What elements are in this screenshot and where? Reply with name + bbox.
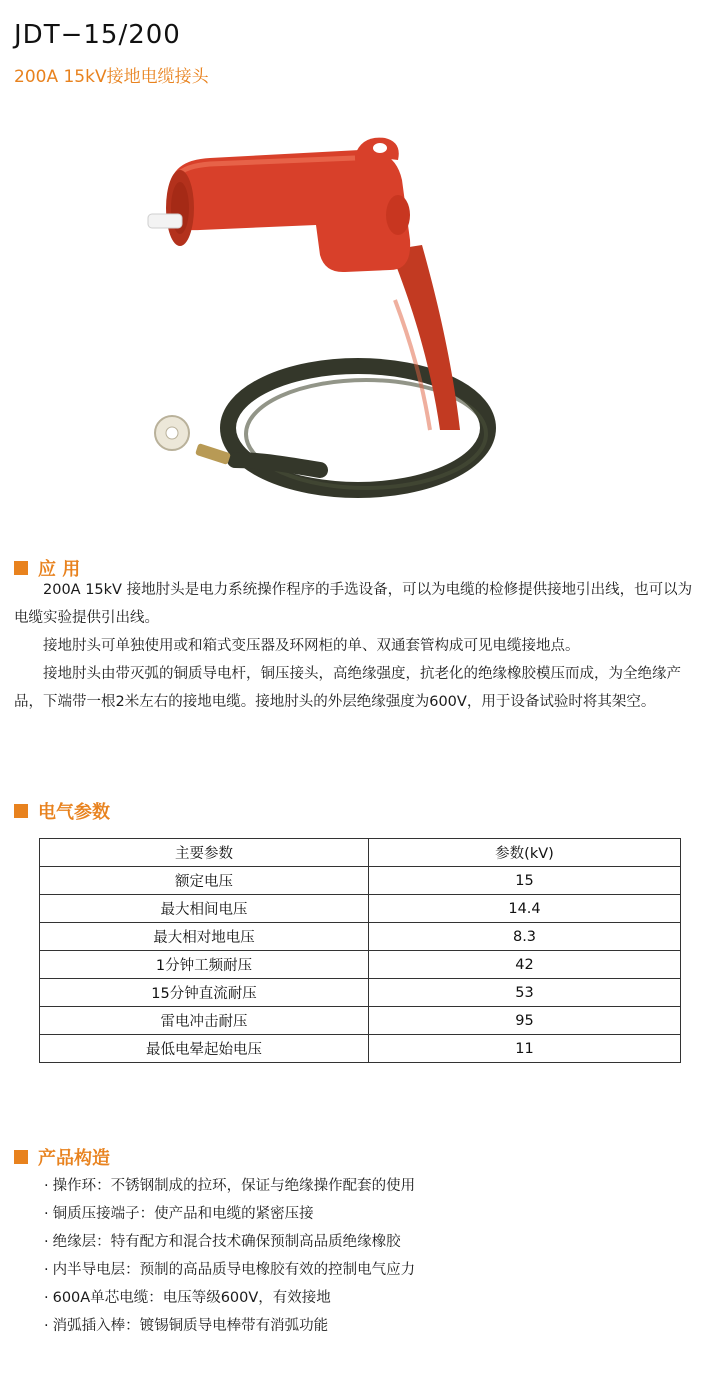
parameter-name: 1分钟工频耐压 [40, 951, 369, 979]
table-header-row [40, 839, 681, 867]
parameter-value: 95 [369, 1007, 681, 1035]
list-item [44, 1284, 415, 1312]
square-bullet-icon [14, 1150, 28, 1164]
list-item [44, 1172, 415, 1200]
table-row [40, 895, 681, 923]
product-photo [140, 130, 520, 530]
section-title-electrical [14, 798, 110, 824]
table-row [40, 951, 681, 979]
column-header: 主要参数 [40, 839, 369, 867]
section-title-construction [14, 1144, 110, 1170]
bullet-dot-icon: · [44, 1206, 49, 1222]
table-row [40, 1035, 681, 1063]
list-item-text: 600A单芯电缆：电压等级600V，有效接地 [52, 1290, 331, 1306]
list-item-text: 绝缘层：特有配方和混合技术确保预制高品质绝缘橡胶 [52, 1234, 401, 1250]
electrical-parameters-table [39, 838, 681, 1063]
product-model: JDT−15/200 [14, 20, 181, 50]
parameter-value: 53 [369, 979, 681, 1007]
parameter-value: 15 [369, 867, 681, 895]
parameter-value: 11 [369, 1035, 681, 1063]
list-item [44, 1312, 415, 1340]
paragraph: 接地肘头由带灭弧的铜质导电杆，铜压接头，高绝缘强度，抗老化的绝缘橡胶模压而成，为全绝缘产品，下端带一根2米左右的接地电缆。接地肘头的外层绝缘强度为600V，用于设备试验时将其架空。 [14, 666, 681, 710]
bullet-dot-icon: · [44, 1262, 49, 1278]
table-row [40, 923, 681, 951]
list-item-text: 内半导电层：预制的高品质导电橡胶有效的控制电气应力 [52, 1262, 416, 1278]
list-item [44, 1200, 415, 1228]
bullet-dot-icon: · [44, 1290, 49, 1306]
bullet-dot-icon: · [44, 1234, 49, 1250]
parameter-name: 雷电冲击耐压 [40, 1007, 369, 1035]
list-item-text: 消弧插入棒：镀锡铜质导电棒带有消弧功能 [52, 1318, 329, 1334]
table-row [40, 867, 681, 895]
list-item [44, 1228, 415, 1256]
product-subtitle: 200A 15kV接地电缆接头 [14, 67, 209, 87]
paragraph: 200A 15kV 接地肘头是电力系统操作程序的手选设备，可以为电缆的检修提供接地引出线，也可以为电缆实验提供引出线。 [14, 582, 693, 626]
square-bullet-icon [14, 804, 28, 818]
parameter-name: 最低电晕起始电压 [40, 1035, 369, 1063]
application-description [14, 576, 694, 716]
list-item-text: 操作环：不锈钢制成的拉环，保证与绝缘操作配套的使用 [52, 1178, 416, 1194]
construction-list [44, 1172, 415, 1340]
list-item-text: 铜质压接端子：使产品和电缆的紧密压接 [52, 1206, 314, 1222]
parameter-name: 最大相间电压 [40, 895, 369, 923]
parameter-name: 额定电压 [40, 867, 369, 895]
column-header: 参数(kV) [369, 839, 681, 867]
square-bullet-icon [14, 561, 28, 575]
section-title-text: 产品构造 [38, 1148, 110, 1169]
bullet-dot-icon: · [44, 1318, 49, 1334]
parameter-name: 最大相对地电压 [40, 923, 369, 951]
parameter-name: 15分钟直流耐压 [40, 979, 369, 1007]
section-title-text: 电气参数 [38, 802, 110, 823]
parameter-value: 14.4 [369, 895, 681, 923]
table-row [40, 1007, 681, 1035]
parameter-value: 42 [369, 951, 681, 979]
table-row [40, 979, 681, 1007]
bullet-dot-icon: · [44, 1178, 49, 1194]
parameter-value: 8.3 [369, 923, 681, 951]
paragraph: 接地肘头可单独使用或和箱式变压器及环网柜的单、双通套管构成可见电缆接地点。 [43, 638, 580, 654]
section-title-text: 应 用 [38, 559, 81, 580]
list-item [44, 1256, 415, 1284]
